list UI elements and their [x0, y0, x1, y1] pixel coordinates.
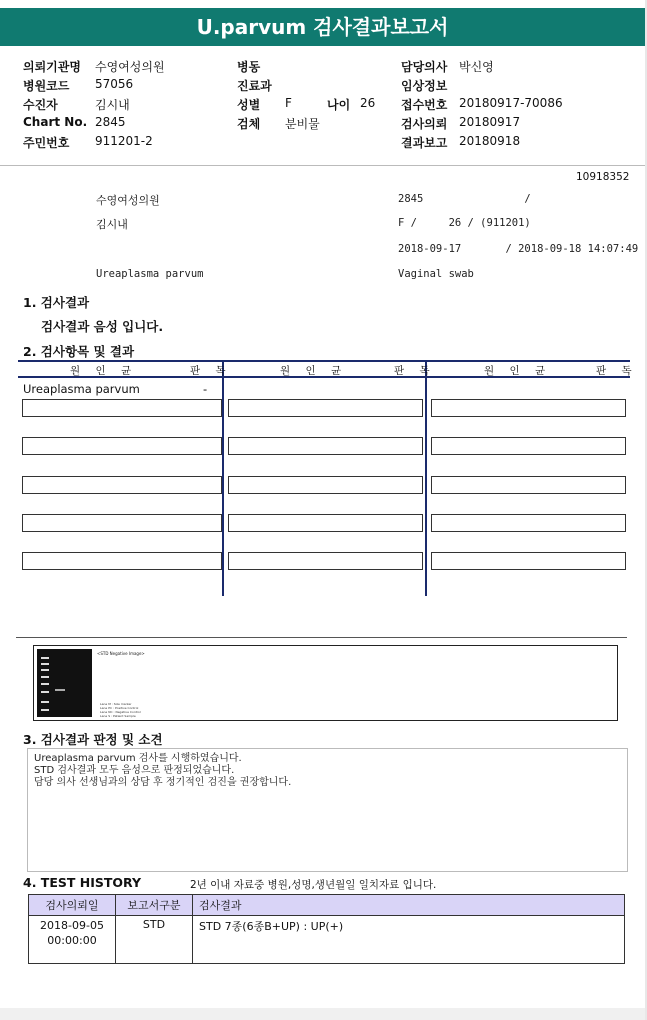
patient-value: 김시내	[95, 98, 130, 112]
item-box	[228, 476, 423, 494]
grid-col-divider-2	[425, 362, 427, 596]
request-date-value: 20180917	[459, 115, 521, 129]
history-header-row	[29, 895, 625, 916]
section4-heading: 4. TEST HISTORY	[23, 875, 142, 890]
item-ureaplasma-name: Ureaplasma parvum	[23, 382, 140, 396]
header-row-report-date	[401, 134, 521, 153]
summary-dates: 2018-09-17 / 2018-09-18 14:07:49	[398, 243, 639, 255]
resident-no-value: 911201-2	[95, 134, 153, 148]
opinion-line: 담당 의사 선생님과의 상담 후 정기적인 검진을 권장합니다.	[34, 777, 292, 788]
header-middle	[237, 58, 397, 138]
header-left	[23, 58, 165, 153]
col3-organism-header: 원 인 균	[484, 365, 552, 377]
item-box	[228, 514, 423, 532]
patient-label: 수진자	[23, 98, 58, 112]
gel-electrophoresis-image	[37, 649, 92, 717]
opinion-box	[27, 748, 628, 872]
gel-legend-item: Lane S : Patient Sample	[100, 714, 136, 718]
history-date: 2018-09-05	[40, 919, 104, 932]
item-box	[22, 514, 222, 532]
header-right	[401, 58, 563, 153]
sex-label: 성별	[237, 98, 261, 112]
header-row-patient	[23, 96, 130, 115]
item-ureaplasma-result: -	[203, 382, 208, 396]
header-row-doctor	[401, 58, 494, 77]
dept-label: 진료과	[237, 79, 272, 93]
opinion-text	[34, 753, 291, 789]
opinion-line: STD 검사결과 모두 음성으로 판정되었습니다.	[34, 765, 235, 776]
gel-legend	[100, 702, 141, 718]
col2-judge-header: 판 독	[394, 365, 436, 377]
age-label: 나이	[327, 98, 351, 112]
history-table	[28, 894, 625, 964]
summary-organism: Ureaplasma parvum	[96, 268, 204, 280]
item-box	[22, 437, 222, 455]
resident-no-label: 주민번호	[23, 136, 70, 150]
item-box	[228, 399, 423, 417]
item-box	[22, 399, 222, 417]
sex-value: F	[285, 96, 292, 110]
history-date-cell	[29, 916, 116, 964]
item-box	[431, 476, 626, 494]
report-date-label: 결과보고	[401, 136, 448, 150]
history-col-date: 검사의뢰일	[29, 895, 116, 916]
test-items-grid	[18, 360, 638, 600]
history-col-type: 보고서구분	[116, 895, 193, 916]
ward-label: 병동	[237, 60, 261, 74]
col2-organism-header: 원 인 균	[280, 365, 348, 377]
header-row-chart-no	[23, 115, 126, 134]
item-box	[431, 514, 626, 532]
hospital-code-value: 57056	[95, 77, 134, 91]
item-box	[431, 399, 626, 417]
section1-heading: 1. 검사결과	[23, 295, 90, 310]
specimen-value: 분비물	[285, 117, 320, 131]
document-id: 10918352	[576, 171, 630, 183]
header-row-institution	[23, 58, 165, 77]
header-row-receipt-no	[401, 96, 563, 115]
history-note: 2년 이내 자료중 병원,성명,생년월일 일치자료 입니다.	[190, 879, 437, 891]
item-box	[228, 552, 423, 570]
header-row-hospital-code	[23, 77, 134, 96]
history-result: STD 7종(6종B+UP) : UP(+)	[193, 916, 625, 964]
history-col-result: 검사결과	[193, 895, 625, 916]
col1-organism-header: 원 인 균	[70, 365, 138, 377]
col1-judge-header: 판 독	[190, 365, 232, 377]
item-box	[431, 437, 626, 455]
item-box	[431, 552, 626, 570]
doctor-value: 박신영	[459, 60, 494, 74]
specimen-label: 검체	[237, 117, 261, 131]
history-time: 00:00:00	[47, 934, 97, 947]
summary-sex-age: F / 26 / (911201)	[398, 217, 531, 229]
chart-no-label: Chart No.	[23, 115, 88, 129]
header-row-request-date	[401, 115, 521, 134]
page-bottom-band	[0, 1008, 647, 1020]
gel-legend-item: Lane M : Size marker	[100, 702, 132, 706]
header-row-clinical-info	[401, 77, 447, 96]
report-date-value: 20180918	[459, 134, 521, 148]
summary-hospital: 수영여성의원	[96, 194, 160, 207]
header-row-resident-no	[23, 134, 153, 153]
summary-specimen: Vaginal swab	[398, 268, 474, 280]
item-box	[228, 437, 423, 455]
summary-patient: 김시내	[96, 218, 128, 231]
receipt-no-label: 접수번호	[401, 98, 448, 112]
section1-result: 검사결과 음성 입니다.	[41, 319, 164, 334]
hospital-code-label: 병원코드	[23, 79, 70, 93]
history-type: STD	[116, 916, 193, 964]
gel-legend-item: Lane NC : Negative Control	[100, 710, 141, 714]
gel-caption: <STD Negative Image>	[97, 651, 145, 656]
institution-label: 의뢰기관명	[23, 60, 81, 74]
header-divider	[0, 165, 645, 166]
age-value: 26	[360, 96, 376, 110]
item-box	[22, 552, 222, 570]
request-date-label: 검사의뢰	[401, 117, 448, 131]
item-box	[22, 476, 222, 494]
grid-col-divider-1	[222, 362, 224, 596]
section2-heading: 2. 검사항목 및 결과	[23, 344, 135, 359]
report-title: U.parvum 검사결과보고서	[0, 8, 645, 46]
gel-legend-item: Lane PC : Positive Control	[100, 706, 139, 710]
summary-chart: 2845 /	[398, 193, 531, 205]
gel-image-frame	[33, 645, 618, 721]
clinical-info-label: 임상정보	[401, 79, 448, 93]
grid-top-rule	[18, 360, 630, 362]
chart-no-value: 2845	[95, 115, 126, 129]
col3-judge-header: 판 독	[596, 365, 638, 377]
doctor-label: 담당의사	[401, 60, 448, 74]
section3-heading: 3. 검사결과 판정 및 소견	[23, 732, 163, 747]
opinion-line: Ureaplasma parvum 검사를 시행하였습니다.	[34, 753, 242, 764]
gel-divider	[16, 637, 627, 638]
receipt-no-value: 20180917-70086	[459, 96, 563, 110]
institution-value: 수영여성의원	[95, 60, 165, 74]
table-row	[29, 916, 625, 964]
